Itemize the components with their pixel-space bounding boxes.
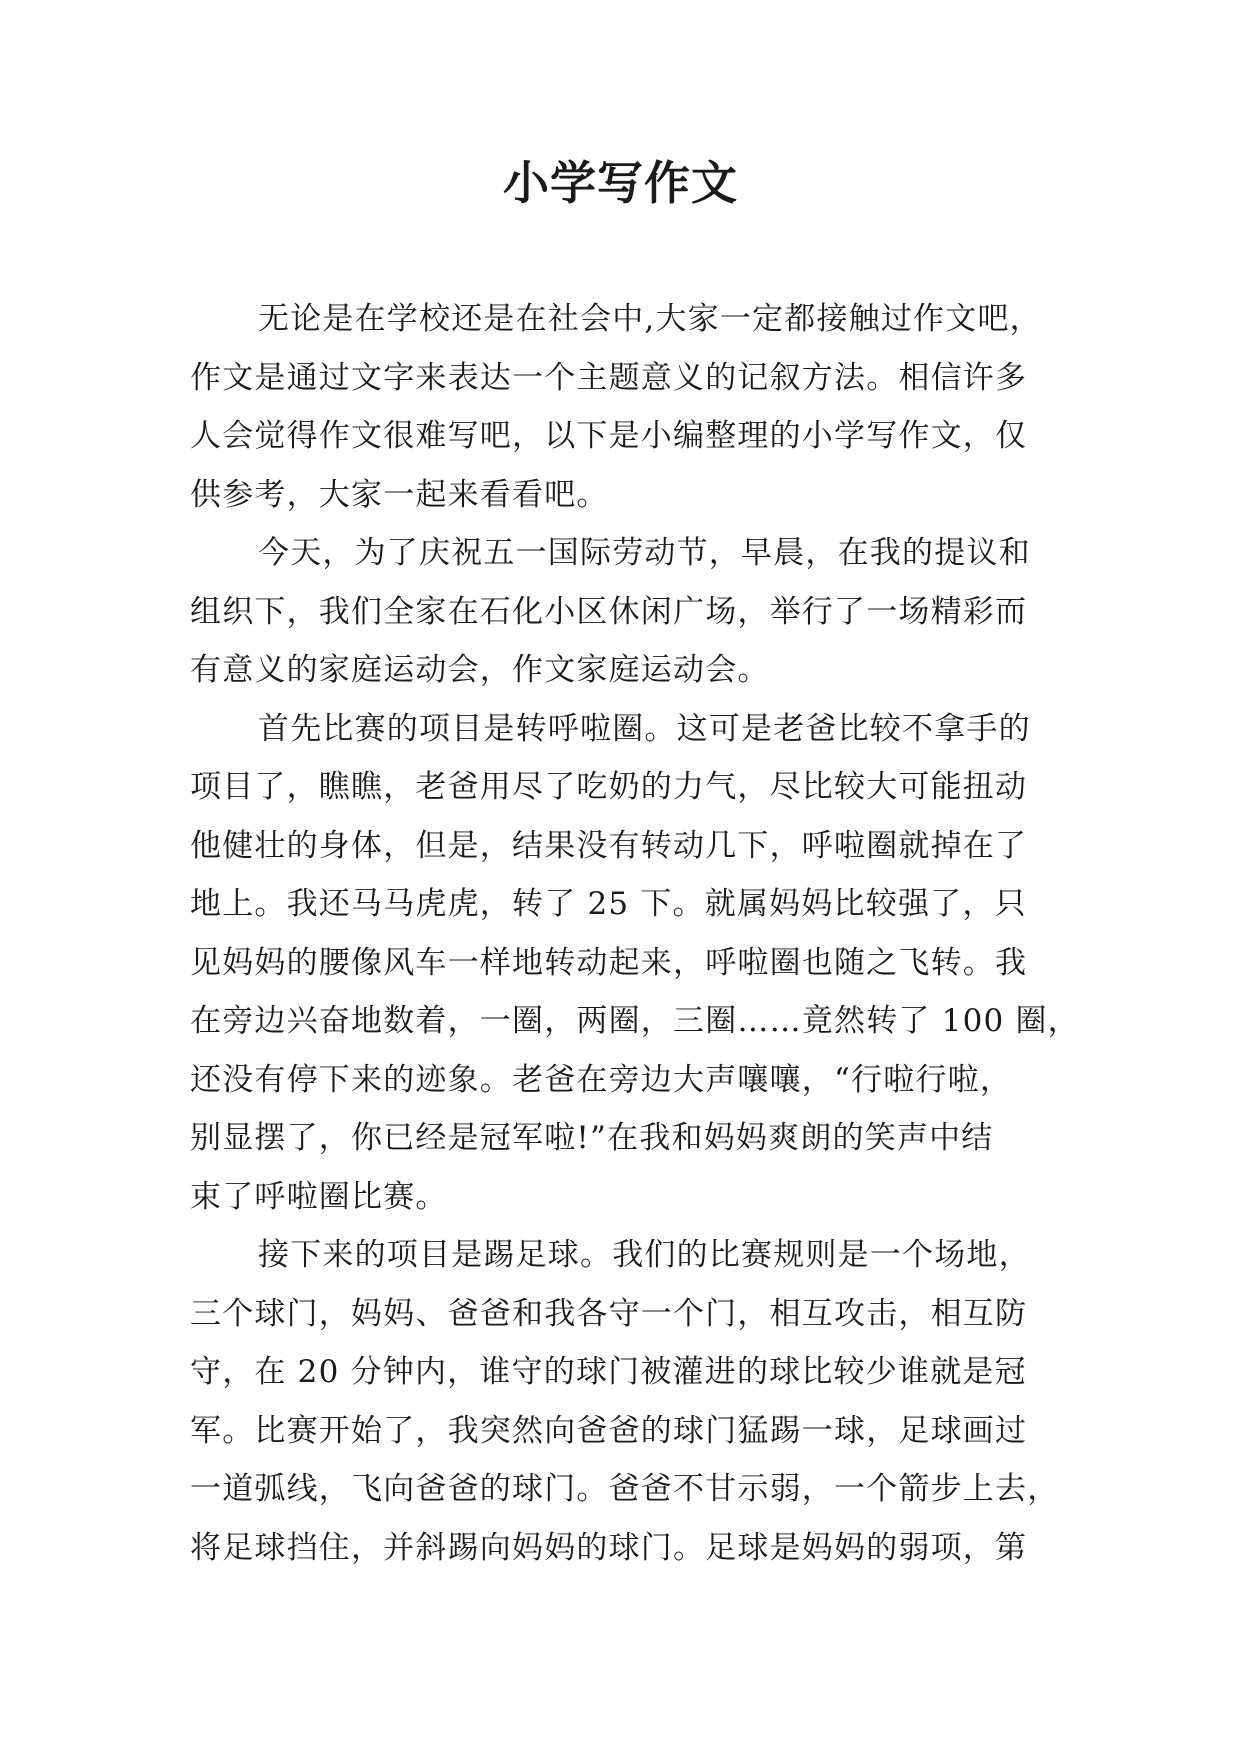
text-line: 别显摆了，你已经是冠军啦!”在我和妈妈爽朗的笑声中结 [190, 1120, 994, 1156]
text-line: 供参考，大家一起来看看吧。 [190, 476, 609, 513]
paragraph-intro [190, 290, 1050, 524]
document-title: 小学写作文 [503, 156, 738, 210]
text-line: 见妈妈的腰像风车一样地转动起来，呼啦圈也随之飞转。我 [190, 944, 1028, 981]
text-line: 还没有停下来的迹象。老爸在旁边大声嚷嚷，“行啦行啦， [190, 1061, 1013, 1098]
text-line: 守，在 20 分钟内，谁守的球门被灌进的球比较少谁就是冠 [190, 1354, 1027, 1390]
text-line: 军。比赛开始了，我突然向爸爸的球门猛踢一球，足球画过 [190, 1412, 1028, 1449]
text-line: 将足球挡住，并斜踢向妈妈的球门。足球是妈妈的弱项，第 [190, 1529, 1028, 1566]
paragraph-today [190, 524, 1050, 700]
text-line: 有意义的家庭运动会，作文家庭运动会。 [190, 652, 770, 688]
text-line: 首先比赛的项目是转呼啦圈。这可是老爸比较不拿手的 [258, 710, 1031, 747]
text-line: 他健壮的身体，但是，结果没有转动几下，呼啦圈就掉在了 [190, 827, 1028, 864]
paragraph-football [190, 1226, 1060, 1577]
text-line: 组织下，我们全家在石化小区休闲广场，举行了一场精彩而 [190, 593, 1028, 630]
document-body [190, 290, 1080, 1577]
text-line: 在旁边兴奋地数着，一圈，两圈，三圈……竟然转了 100 圈， [190, 1003, 1080, 1039]
paragraph-hula-hoop [190, 700, 1080, 1227]
text-line: 作文是通过文字来表达一个主题意义的记叙方法。相信许多 [190, 359, 1028, 396]
text-line: 人会觉得作文很难写吧，以下是小编整理的小学写作文，仅 [190, 418, 1028, 454]
text-line: 项目了，瞧瞧，老爸用尽了吃奶的力气，尽比较大可能扭动 [190, 769, 1028, 805]
text-line: 无论是在学校还是在社会中,大家一定都接触过作文吧， [258, 301, 1042, 337]
text-line: 束了呼啦圈比赛。 [190, 1178, 448, 1215]
text-line: 一道弧线，飞向爸爸的球门。爸爸不甘示弱，一个箭步上去， [190, 1471, 1060, 1507]
text-line: 接下来的项目是踢足球。我们的比赛规则是一个场地， [258, 1237, 1031, 1273]
text-line: 今天，为了庆祝五一国际劳动节，早晨，在我的提议和 [258, 535, 1031, 571]
text-line: 地上。我还马马虎虎，转了 25 下。就属妈妈比较强了，只 [190, 886, 1027, 922]
text-line: 三个球门，妈妈、爸爸和我各守一个门，相互攻击，相互防 [190, 1295, 1028, 1332]
